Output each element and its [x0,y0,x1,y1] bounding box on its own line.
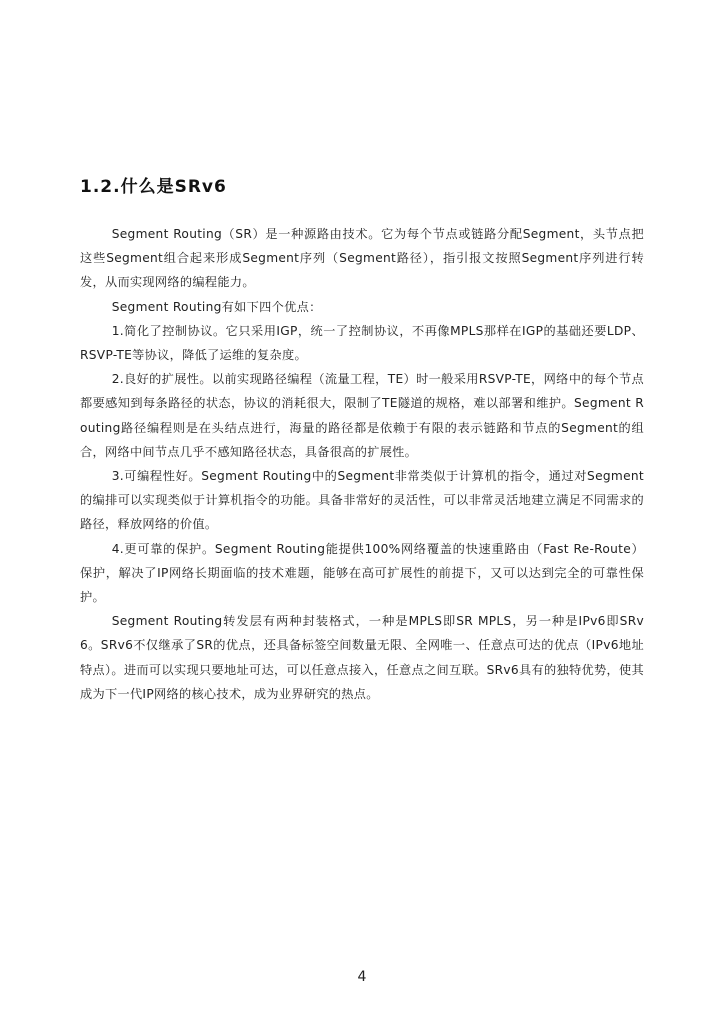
paragraph-advantage-2: 2.良好的扩展性。以前实现路径编程（流量工程，TE）时一般采用RSVP-TE，网络中的每个节点都要感知到每条路径的状态，协议的消耗很大，限制了TE隧道的规格，难以部署和维护。Segment Routing路径编程则是在头结点进行，海量的路径都是依赖于有限的表示链路和节点的Segment的组合，网络中间节点几乎不感知路径状态，具备很高的扩展性。 [80,372,644,459]
section-heading: 1.2.什么是SRv6 [80,177,227,197]
paragraph-sr-intro: Segment Routing（SR）是一种源路由技术。它为每个节点或链路分配Segment，头节点把这些Segment组合起来形成Segment序列（Segment路径），指引报文按照Segment序列进行转发，从而实现网络的编程能力。 [80,227,644,290]
paragraph-srv6-summary: Segment Routing转发层有两种封装格式，一种是MPLS即SR MPLS，另一种是IPv6即SRv6。SRv6不仅继承了SR的优点，还具备标签空间数量无限、全网唯一、任意点可达的优点（IPv6地址特点）。进而可以实现只要地址可达，可以任意点接入，任意点之间互联。SRv6具有的独特优势，使其成为下一代IP网络的核心技术，成为业界研究的热点。 [80,614,644,701]
page-number: 4 [357,969,367,985]
paragraph-advantage-1: 1.简化了控制协议。它只采用IGP，统一了控制协议，不再像MPLS那样在IGP的基础还要LDP、RSVP-TE等协议，降低了运维的复杂度。 [80,323,644,363]
paragraph-advantages-intro: Segment Routing有如下四个优点： [111,299,322,314]
body-text [80,222,644,706]
paragraph-advantage-4: 4.更可靠的保护。Segment Routing能提供100%网络覆盖的快速重路由（Fast Re-Route）保护，解决了IP网络长期面临的技术难题，能够在高可扩展性的前提下，又可以达到完全的可靠性保护。 [80,541,644,605]
paragraph-advantage-3: 3.可编程性好。Segment Routing中的Segment非常类似于计算机的指令，通过对Segment的编排可以实现类似于计算机指令的功能。具备非常好的灵活性，可以非常灵活地建立满足不同需求的路径，释放网络的价值。 [80,469,644,532]
